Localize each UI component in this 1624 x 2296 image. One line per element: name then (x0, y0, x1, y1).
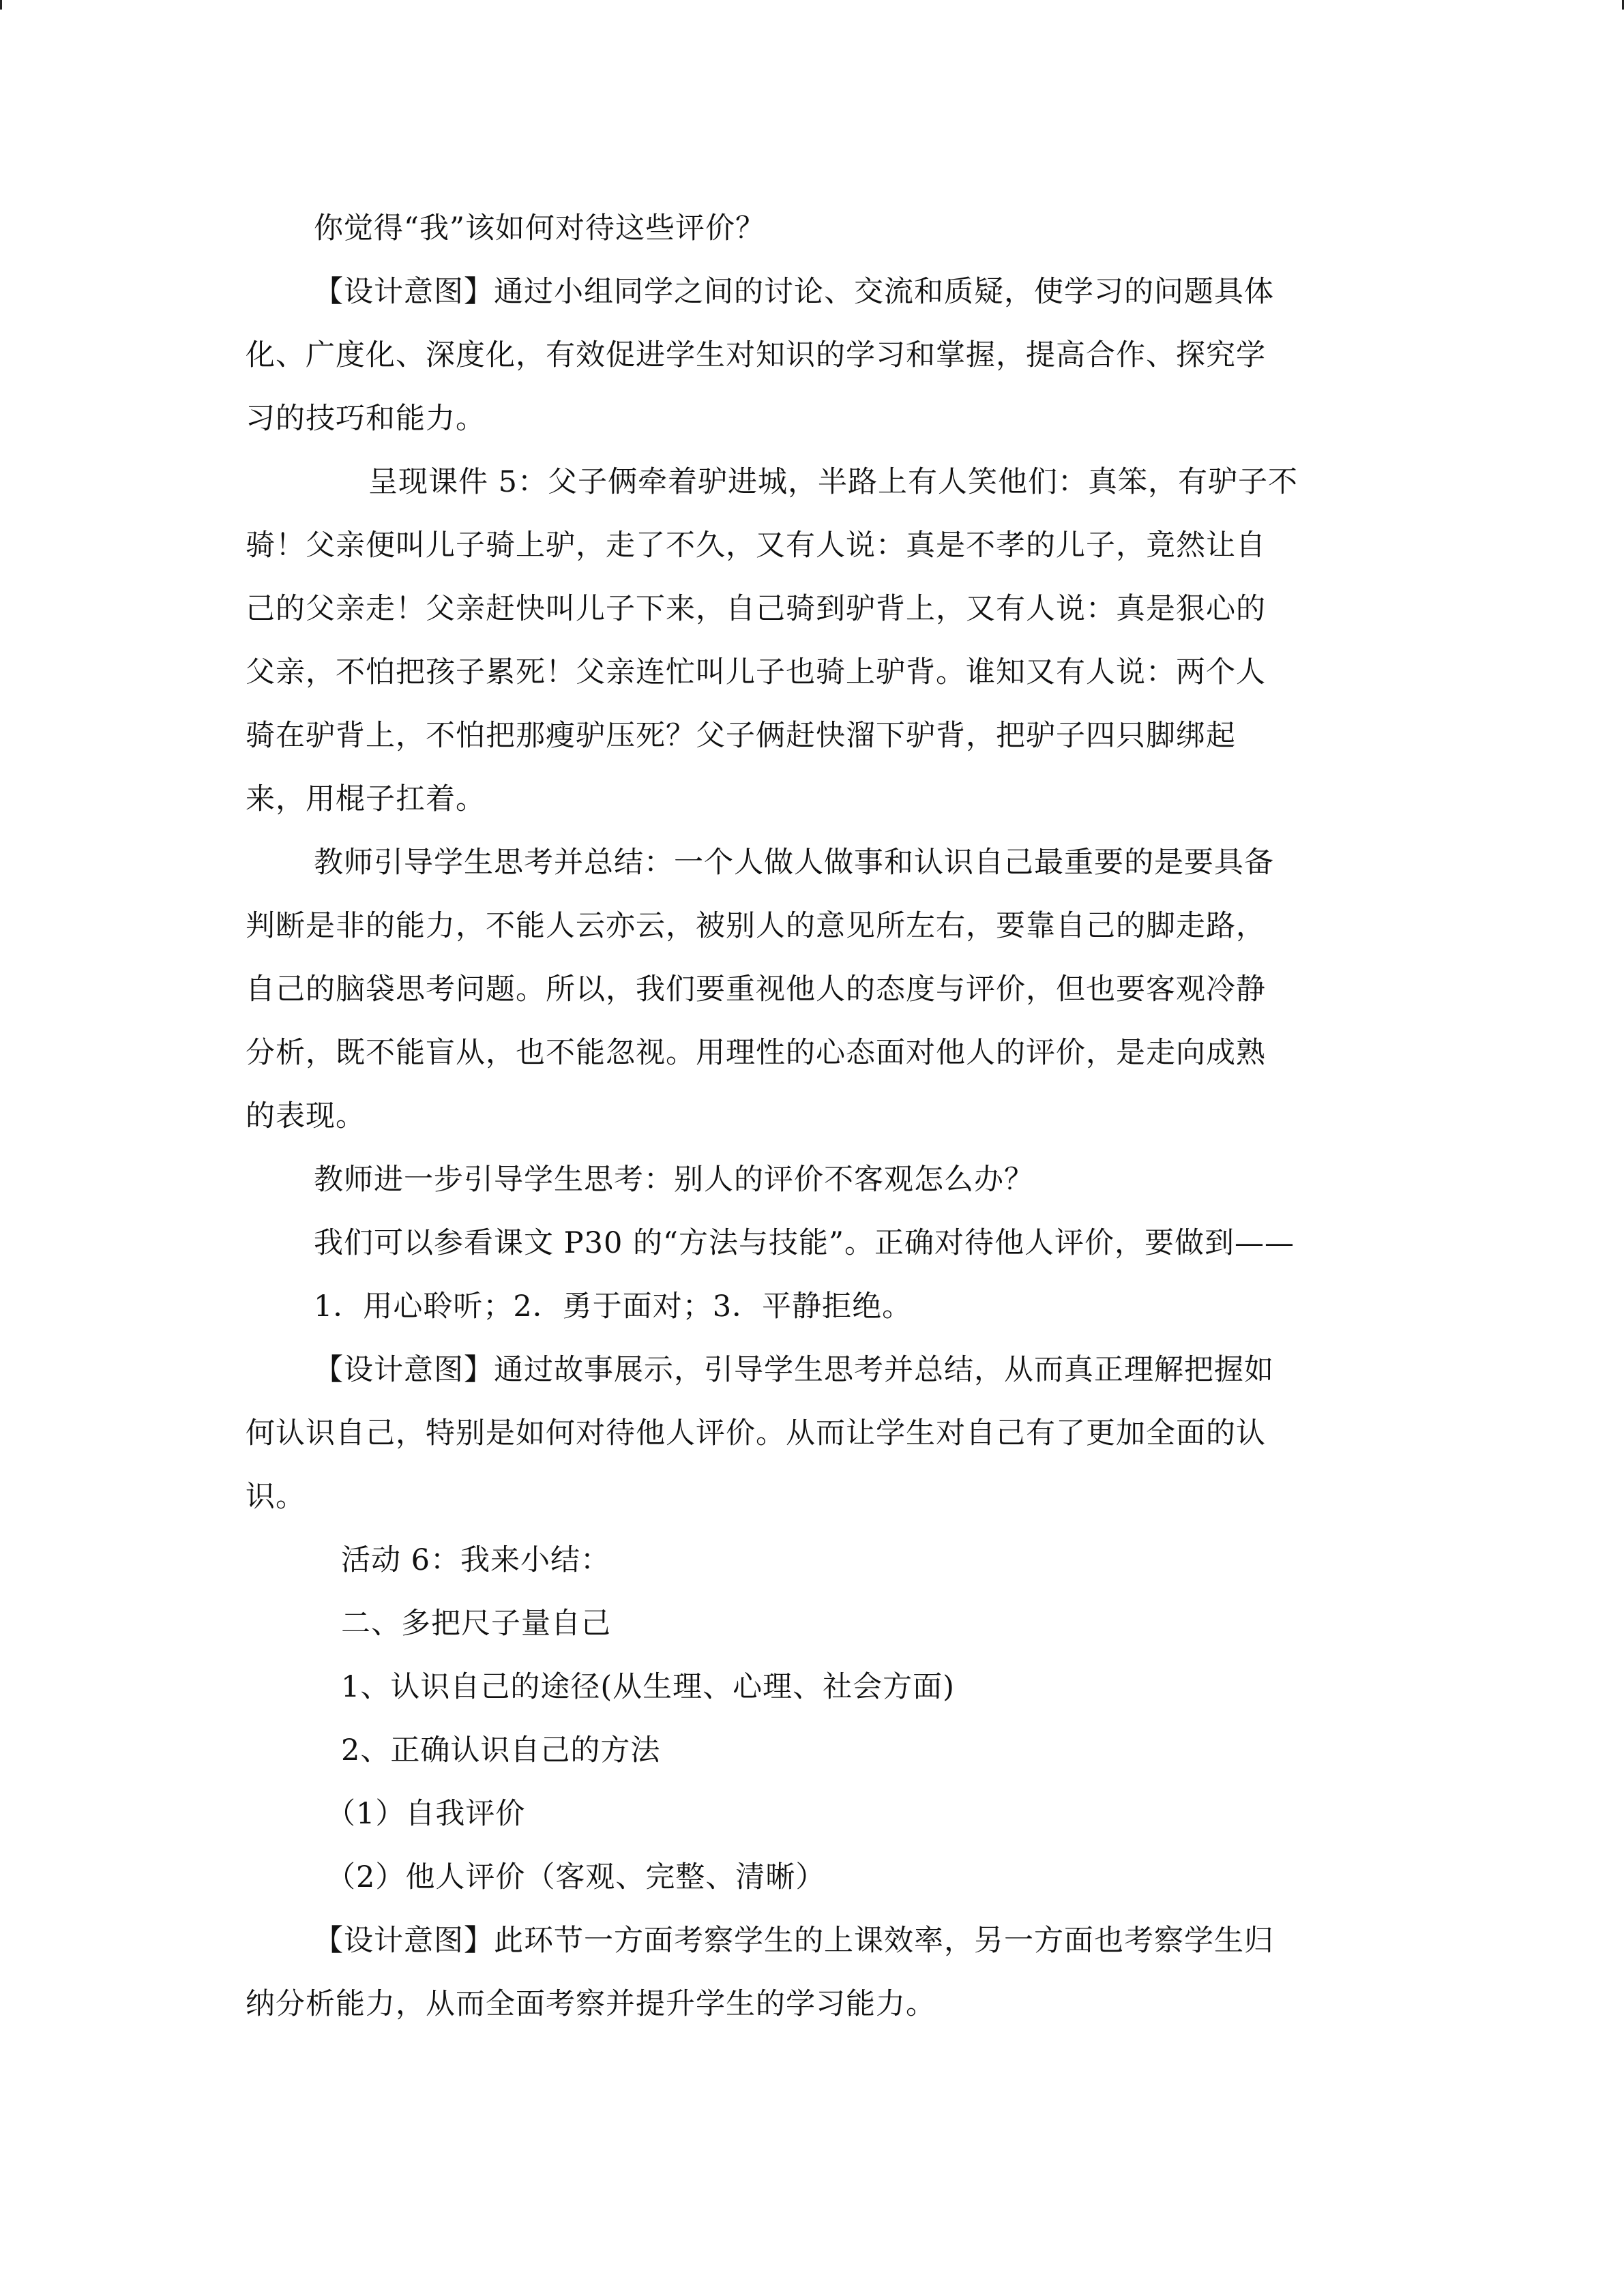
paragraph-line: 判断是非的能力，不能人云亦云，被别人的意见所左右，要靠自己的脚走路， (246, 909, 1266, 943)
paragraph-line: 识。 (246, 1480, 306, 1514)
paragraph-line: 纳分析能力，从而全面考察并提升学生的学习能力。 (246, 1987, 936, 2021)
summary-subitem: （1）自我评价 (326, 1797, 526, 1831)
paragraph-line: 骑在驴背上，不怕把那瘦驴压死？父子俩赶快溜下驴背，把驴子四只脚绑起 (246, 719, 1236, 753)
paragraph-line: 来，用棍子扛着。 (246, 782, 486, 816)
paragraph-line: 父亲，不怕把孩子累死！父亲连忙叫儿子也骑上驴背。谁知又有人说：两个人 (246, 655, 1266, 689)
summary-heading: 二、多把尺子量自己 (341, 1607, 611, 1641)
paragraph-line: 己的父亲走！父亲赶快叫儿子下来，自己骑到驴背上，又有人说：真是狠心的 (246, 592, 1266, 626)
paragraph-line: 我们可以参看课文 P30 的“方法与技能”。正确对待他人评价，要做到—— (314, 1226, 1295, 1260)
paragraph-line: 分析，既不能盲从，也不能忽视。用理性的心态面对他人的评价，是走向成熟 (246, 1036, 1266, 1070)
corner-mark-left (0, 0, 2, 10)
paragraph-line: 教师进一步引导学生思考：别人的评价不客观怎么办？ (314, 1163, 1034, 1197)
activity-heading: 活动 6：我来小结： (341, 1543, 611, 1577)
paragraph-line: 的表现。 (246, 1099, 366, 1133)
paragraph-line: 何认识自己，特别是如何对待他人评价。从而让学生对自己有了更加全面的认 (246, 1416, 1266, 1450)
paragraph-line: 自己的脑袋思考问题。所以，我们要重视他人的态度与评价，但也要客观冷静 (246, 972, 1266, 1007)
courseware-line: 呈现课件 5：父子俩牵着驴进城，半路上有人笑他们：真笨，有驴子不 (368, 465, 1299, 499)
paragraph-line: 骑！父亲便叫儿子骑上驴，走了不久，又有人说：真是不孝的儿子，竟然让自 (246, 528, 1266, 563)
paragraph-line: 化、广度化、深度化，有效促进学生对知识的学习和掌握，提高合作、探究学 (246, 338, 1266, 372)
summary-subitem: （2）他人评价（客观、完整、清晰） (326, 1860, 826, 1894)
design-intent-line: 【设计意图】通过故事展示，引导学生思考并总结，从而真正理解把握如 (314, 1353, 1274, 1387)
summary-item: 2、正确认识自己的方法 (341, 1733, 661, 1768)
design-intent-line: 【设计意图】此环节一方面考察学生的上课效率，另一方面也考察学生归 (314, 1924, 1274, 1958)
summary-item: 1、认识自己的途径(从生理、心理、社会方面) (341, 1670, 955, 1704)
paragraph-line: 习的技巧和能力。 (246, 402, 486, 436)
design-intent-line: 【设计意图】通过小组同学之间的讨论、交流和质疑，使学习的问题具体 (314, 275, 1274, 309)
paragraph-line: 教师引导学生思考并总结：一个人做人做事和认识自己最重要的是要具备 (314, 846, 1274, 880)
paragraph-line: 1．用心聆听；2．勇于面对；3．平静拒绝。 (314, 1289, 913, 1324)
paragraph-line: 你觉得“我”该如何对待这些评价？ (314, 211, 765, 245)
